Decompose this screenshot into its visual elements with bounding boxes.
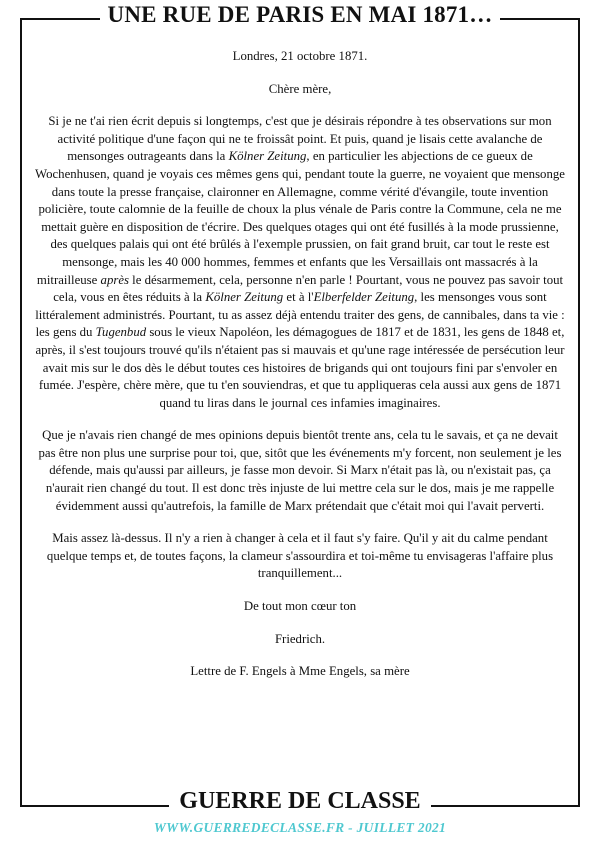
letter-paragraph-3: Mais assez là-dessus. Il n'y a rien à changer à cela et il faut s'y faire. Qu'il y ait du calme pendant quelque temps et, de toutes façons, la clameur s'assourdira et toi-même tu envisageras l'affaire plus tranquillement... [46,531,554,581]
emphasis: après [100,272,129,287]
text-run: le désarmement, cela, personne n'en parle ! Pourtant, vous ne pouvez pas savoir tout cela, vous en êtes réduits à la [53,272,564,305]
text-run: , en particulier les abjections de ce gueux de Wochenhusen, quand je voyais ces mêmes gens qui, pendant toute la guerre, ne voyaient que mensonge dans toute la presse française, claironner en Allemagne, comme vérité d'évangile, toute invention policière, toute calomnie de la feuille de choux la plus vénale de Paris contre la Commune, cela ne me mettait guère en disposition de t'écrire. Des quelques otages qui ont été fusillés à la mode prussienne, des quelques palais qui ont été brûlés à l'exemple prussien, on fait grand bruit, car tout le reste est mensonge, mais les 40 000 hommes, femmes et enfants que les Versaillais ont massacrés à la mitrailleuse [35,149,565,287]
letter-paragraph-2: Que je n'avais rien changé de mes opinions depuis bientôt trente ans, cela tu le savais, et ça ne devait pas être non plus une surprise pour toi, que, sitôt que les événements m'y forcent, non seulement je les défende, mais qu'aussi par ailleurs, je fasse mon devoir. Si Marx n'était pas là, ou n'existait pas, ça n'aurait rien changé du tout. Il est donc très injuste de lui mettre cela sur le dos, mais je me rappelle évidemment aussi qu'autrefois, la famille de Marx prétendait que c'était moi qui l'avait perverti. [38,428,562,513]
footer-url[interactable]: WWW.GUERREDECLASSE.FR - JUILLET 2021 [153,820,447,835]
newspaper-title: Elberfelder Zeitung [313,290,415,305]
text-run: , les mensonges vous sont littéralement administrés. Pourtant, tu as assez déjà entendu traiter des gens, de cannibales, dans ta vie : les gens du [35,290,565,340]
page-title [0,2,600,28]
letter-salutation: Chère mère, [268,81,332,96]
text-run: Si je ne t'ai rien écrit depuis si longtemps, c'est que je désirais répondre à tes observations sur mon activité politique d'une façon qui ne te froissât point. Et puis, quand je lisais cette avalanche de mensonges outrageants dans la [48,114,552,164]
text-run: et à l' [283,290,314,305]
newspaper-title: Kölner Zeitung [205,290,284,305]
letter-paragraph-1 [32,113,568,412]
footer-title-text: GUERRE DE CLASSE [169,788,430,814]
group-name: Tugenbud [95,325,147,340]
letter-closing: De tout mon cœur ton [243,599,357,614]
page-title-text: UNE RUE DE PARIS EN MAI 1871… [100,2,501,27]
footer-title [0,788,600,815]
letter-signature: Friedrich. [274,631,326,646]
letter-date: Londres, 21 octobre 1871. [232,49,368,63]
letter-body [32,48,568,681]
letter-source: Lettre de F. Engels à Mme Engels, sa mère [190,664,410,679]
newspaper-title: Kölner Zeitung [228,149,307,164]
text-run: sous le vieux Napoléon, les démagogues de 1817 et de 1831, les gens de 1848 et, après, il s'est toujours trouvé qu'ils n'étaient pas si mauvais et qu'une rage intéressée de persécution leur avait mis sur le dos dès le début toutes ces histoires de brigands qui ont toujours fini par s'envoler en fumée. J'espère, chère mère, que tu t'en souviendras, et que tu appliqueras cela aussi aux gens de 1871 quand tu liras dans le journal ces infamies imaginaires. [35,325,565,410]
